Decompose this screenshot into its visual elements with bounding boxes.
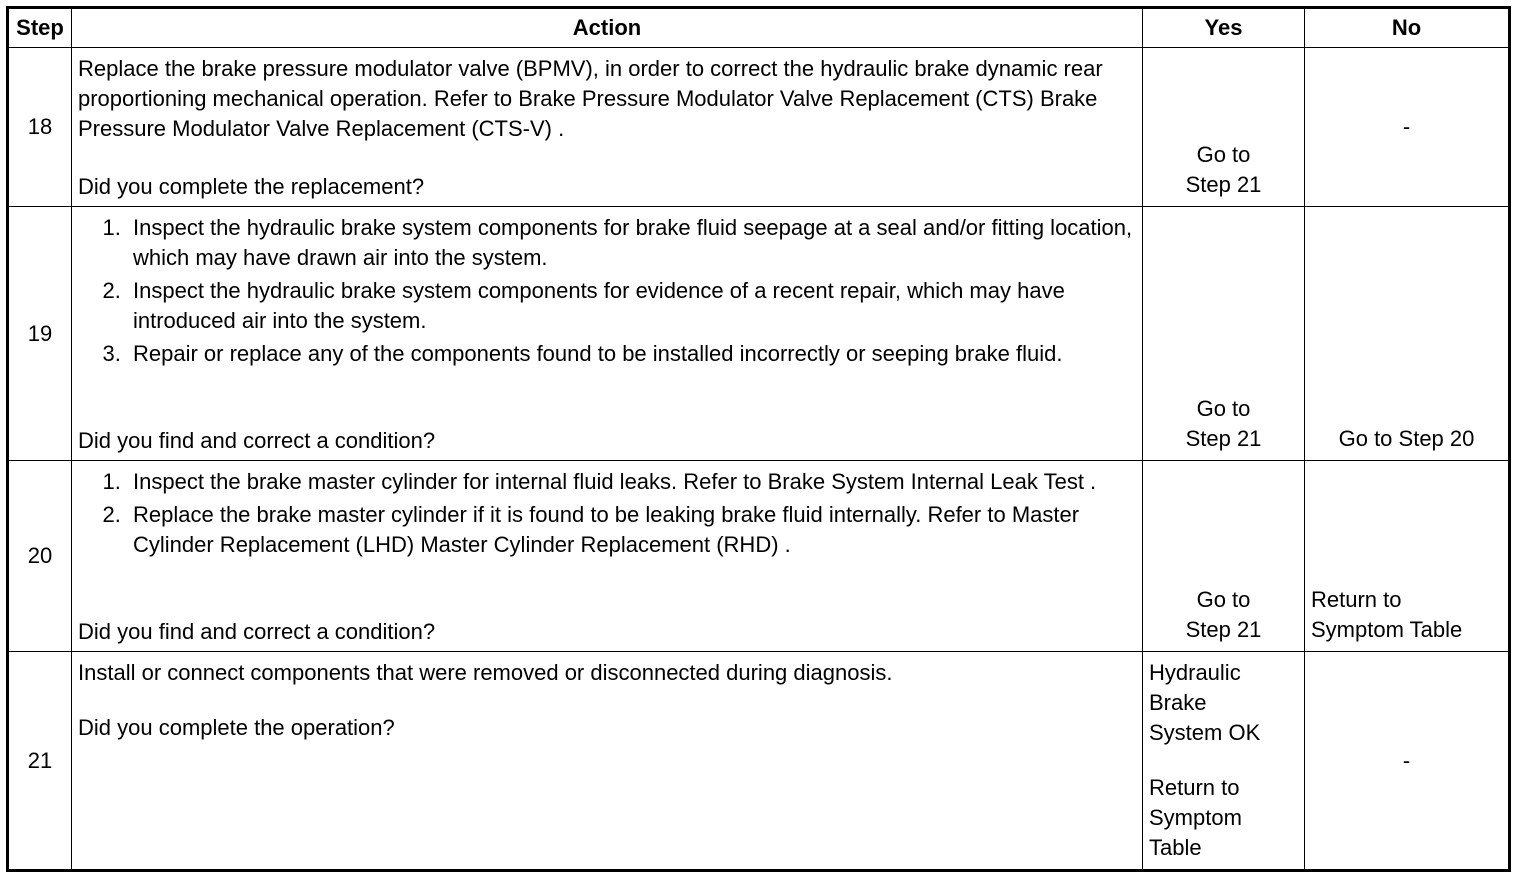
yes-text: Hydraulic: [1149, 660, 1241, 685]
no-text: Return to: [1311, 587, 1402, 612]
list-item: 1. Inspect the brake master cylinder for internal fluid leaks. Refer to Brake System Internal Leak Test .: [127, 467, 1136, 497]
yes-cell: [1143, 461, 1305, 652]
action-text: Install or connect components that were removed or disconnected during diagnosis.: [78, 660, 893, 685]
yes-cell: [1143, 652, 1305, 871]
yes-cell: [1143, 48, 1305, 207]
list-item: 3. Repair or replace any of the components found to be installed incorrectly or seeping brake fluid.: [127, 339, 1136, 369]
no-cell: -: [1305, 652, 1510, 871]
list-item: 2. Replace the brake master cylinder if it is found to be leaking brake fluid internally. Refer to Master Cylinder Replacement (LHD) Master Cylinder Replacement (RHD) .: [127, 500, 1136, 560]
header-action: Action: [72, 8, 1143, 48]
yes-text: Step 21: [1185, 617, 1262, 642]
table-row: [8, 461, 1510, 652]
action-cell: [72, 48, 1143, 207]
yes-text: Brake: [1149, 690, 1207, 715]
step-number: 21: [8, 652, 72, 871]
question-text: Did you complete the replacement?: [78, 174, 425, 199]
action-list: [78, 213, 1136, 372]
action-cell: [72, 652, 1143, 871]
header-step: Step: [8, 8, 72, 48]
action-text: Replace the brake pressure modulator valve (BPMV), in order to correct the hydraulic brake dynamic rear proportioning mechanical operation. Refer to Brake Pressure Modulator Valve Replacement (CTS) Brake Pressure Modulator Valve Replacement (CTS-V) .: [78, 56, 1103, 141]
yes-cell: [1143, 207, 1305, 461]
question-text: Did you find and correct a condition?: [78, 428, 436, 453]
action-cell: [72, 207, 1143, 461]
table-row: [8, 207, 1510, 461]
no-text: Symptom Table: [1311, 617, 1463, 642]
yes-text: Symptom: [1149, 805, 1242, 830]
table-row: [8, 652, 1510, 871]
diagnostic-table: [6, 6, 1511, 872]
yes-text: System OK: [1149, 720, 1261, 745]
header-yes: Yes: [1143, 8, 1305, 48]
yes-text: Return to: [1149, 775, 1240, 800]
question-text: Did you complete the operation?: [78, 715, 395, 740]
no-cell: [1305, 461, 1510, 652]
table-row: [8, 48, 1510, 207]
list-item: 2. Inspect the hydraulic brake system components for evidence of a recent repair, which may have introduced air into the system.: [127, 276, 1136, 336]
question-text: Did you find and correct a condition?: [78, 619, 436, 644]
step-number: 20: [8, 461, 72, 652]
yes-text: Step 21: [1185, 426, 1262, 451]
action-list: [78, 467, 1136, 563]
no-cell: Go to Step 20: [1305, 207, 1510, 461]
yes-text: Table: [1149, 835, 1202, 860]
step-number: 18: [8, 48, 72, 207]
yes-text: Go to: [1196, 396, 1251, 421]
step-number: 19: [8, 207, 72, 461]
yes-text: Go to: [1196, 587, 1251, 612]
header-no: No: [1305, 8, 1510, 48]
yes-text: Go to: [1196, 142, 1251, 167]
header-row: [8, 8, 1510, 48]
list-item: 1. Inspect the hydraulic brake system components for brake fluid seepage at a seal and/or fitting location, which may have drawn air into the system.: [127, 213, 1136, 273]
no-cell: -: [1305, 48, 1510, 207]
yes-text: Step 21: [1185, 172, 1262, 197]
action-cell: [72, 461, 1143, 652]
